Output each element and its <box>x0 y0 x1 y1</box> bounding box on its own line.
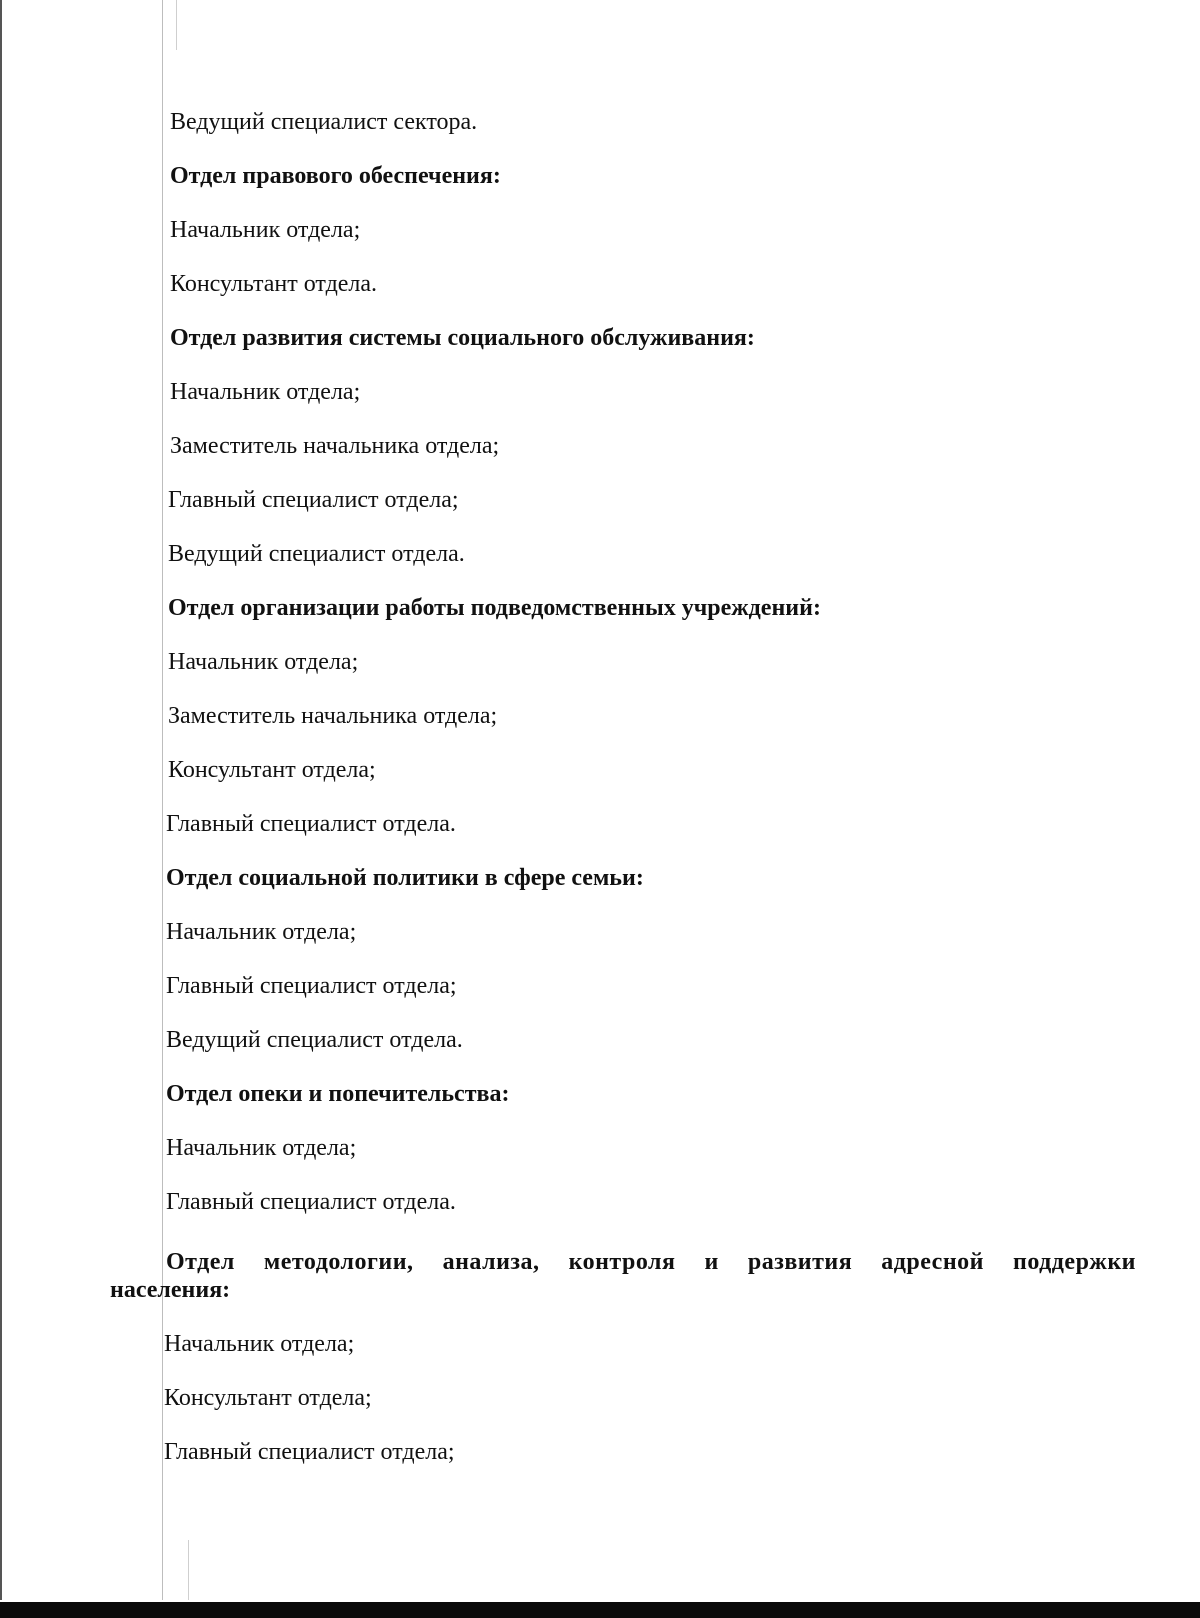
text-line: Главный специалист отдела; <box>166 973 457 999</box>
section-heading: Отдел развития системы социального обслуживания: <box>170 325 755 351</box>
text-line: Начальник отдела; <box>170 379 361 405</box>
text-line: Ведущий специалист отдела. <box>166 1027 463 1053</box>
text-line: Начальник отдела; <box>166 919 357 945</box>
text-line: Ведущий специалист отдела. <box>168 541 465 567</box>
section-heading: Отдел организации работы подведомственных учреждений: <box>168 595 821 621</box>
text-line: Консультант отдела; <box>164 1385 372 1411</box>
text-line: Начальник отдела; <box>164 1331 355 1357</box>
scan-artifact-line <box>162 0 163 1600</box>
text-line: Консультант отдела; <box>168 757 376 783</box>
section-heading-line-2: населения: <box>110 1277 231 1303</box>
scan-bottom-edge <box>0 1602 1200 1618</box>
text-line: Начальник отдела; <box>168 649 359 675</box>
text-line: Заместитель начальника отдела; <box>170 433 500 459</box>
scan-edge-left <box>0 0 2 1600</box>
text-line: Главный специалист отдела; <box>164 1439 455 1465</box>
text-line: Консультант отдела. <box>170 271 378 297</box>
text-line: Заместитель начальника отдела; <box>168 703 498 729</box>
text-line: Главный специалист отдела; <box>168 487 459 513</box>
text-line: Ведущий специалист сектора. <box>170 109 478 135</box>
text-line: Начальник отдела; <box>170 217 361 243</box>
text-line: Главный специалист отдела. <box>166 811 456 837</box>
scan-artifact-line-top <box>176 0 177 50</box>
section-heading: Отдел правового обеспечения: <box>170 163 501 189</box>
scan-artifact-line-bottom <box>188 1540 189 1600</box>
section-heading-wrapped <box>110 1248 1136 1304</box>
text-line: Главный специалист отдела. <box>166 1189 456 1215</box>
text-line: Начальник отдела; <box>166 1135 357 1161</box>
section-heading: Отдел социальной политики в сфере семьи: <box>166 865 644 891</box>
section-heading-line-1: Отдел методологии, анализа, контроля и развития адресной поддержки <box>166 1249 1136 1275</box>
section-heading: Отдел опеки и попечительства: <box>166 1081 510 1107</box>
